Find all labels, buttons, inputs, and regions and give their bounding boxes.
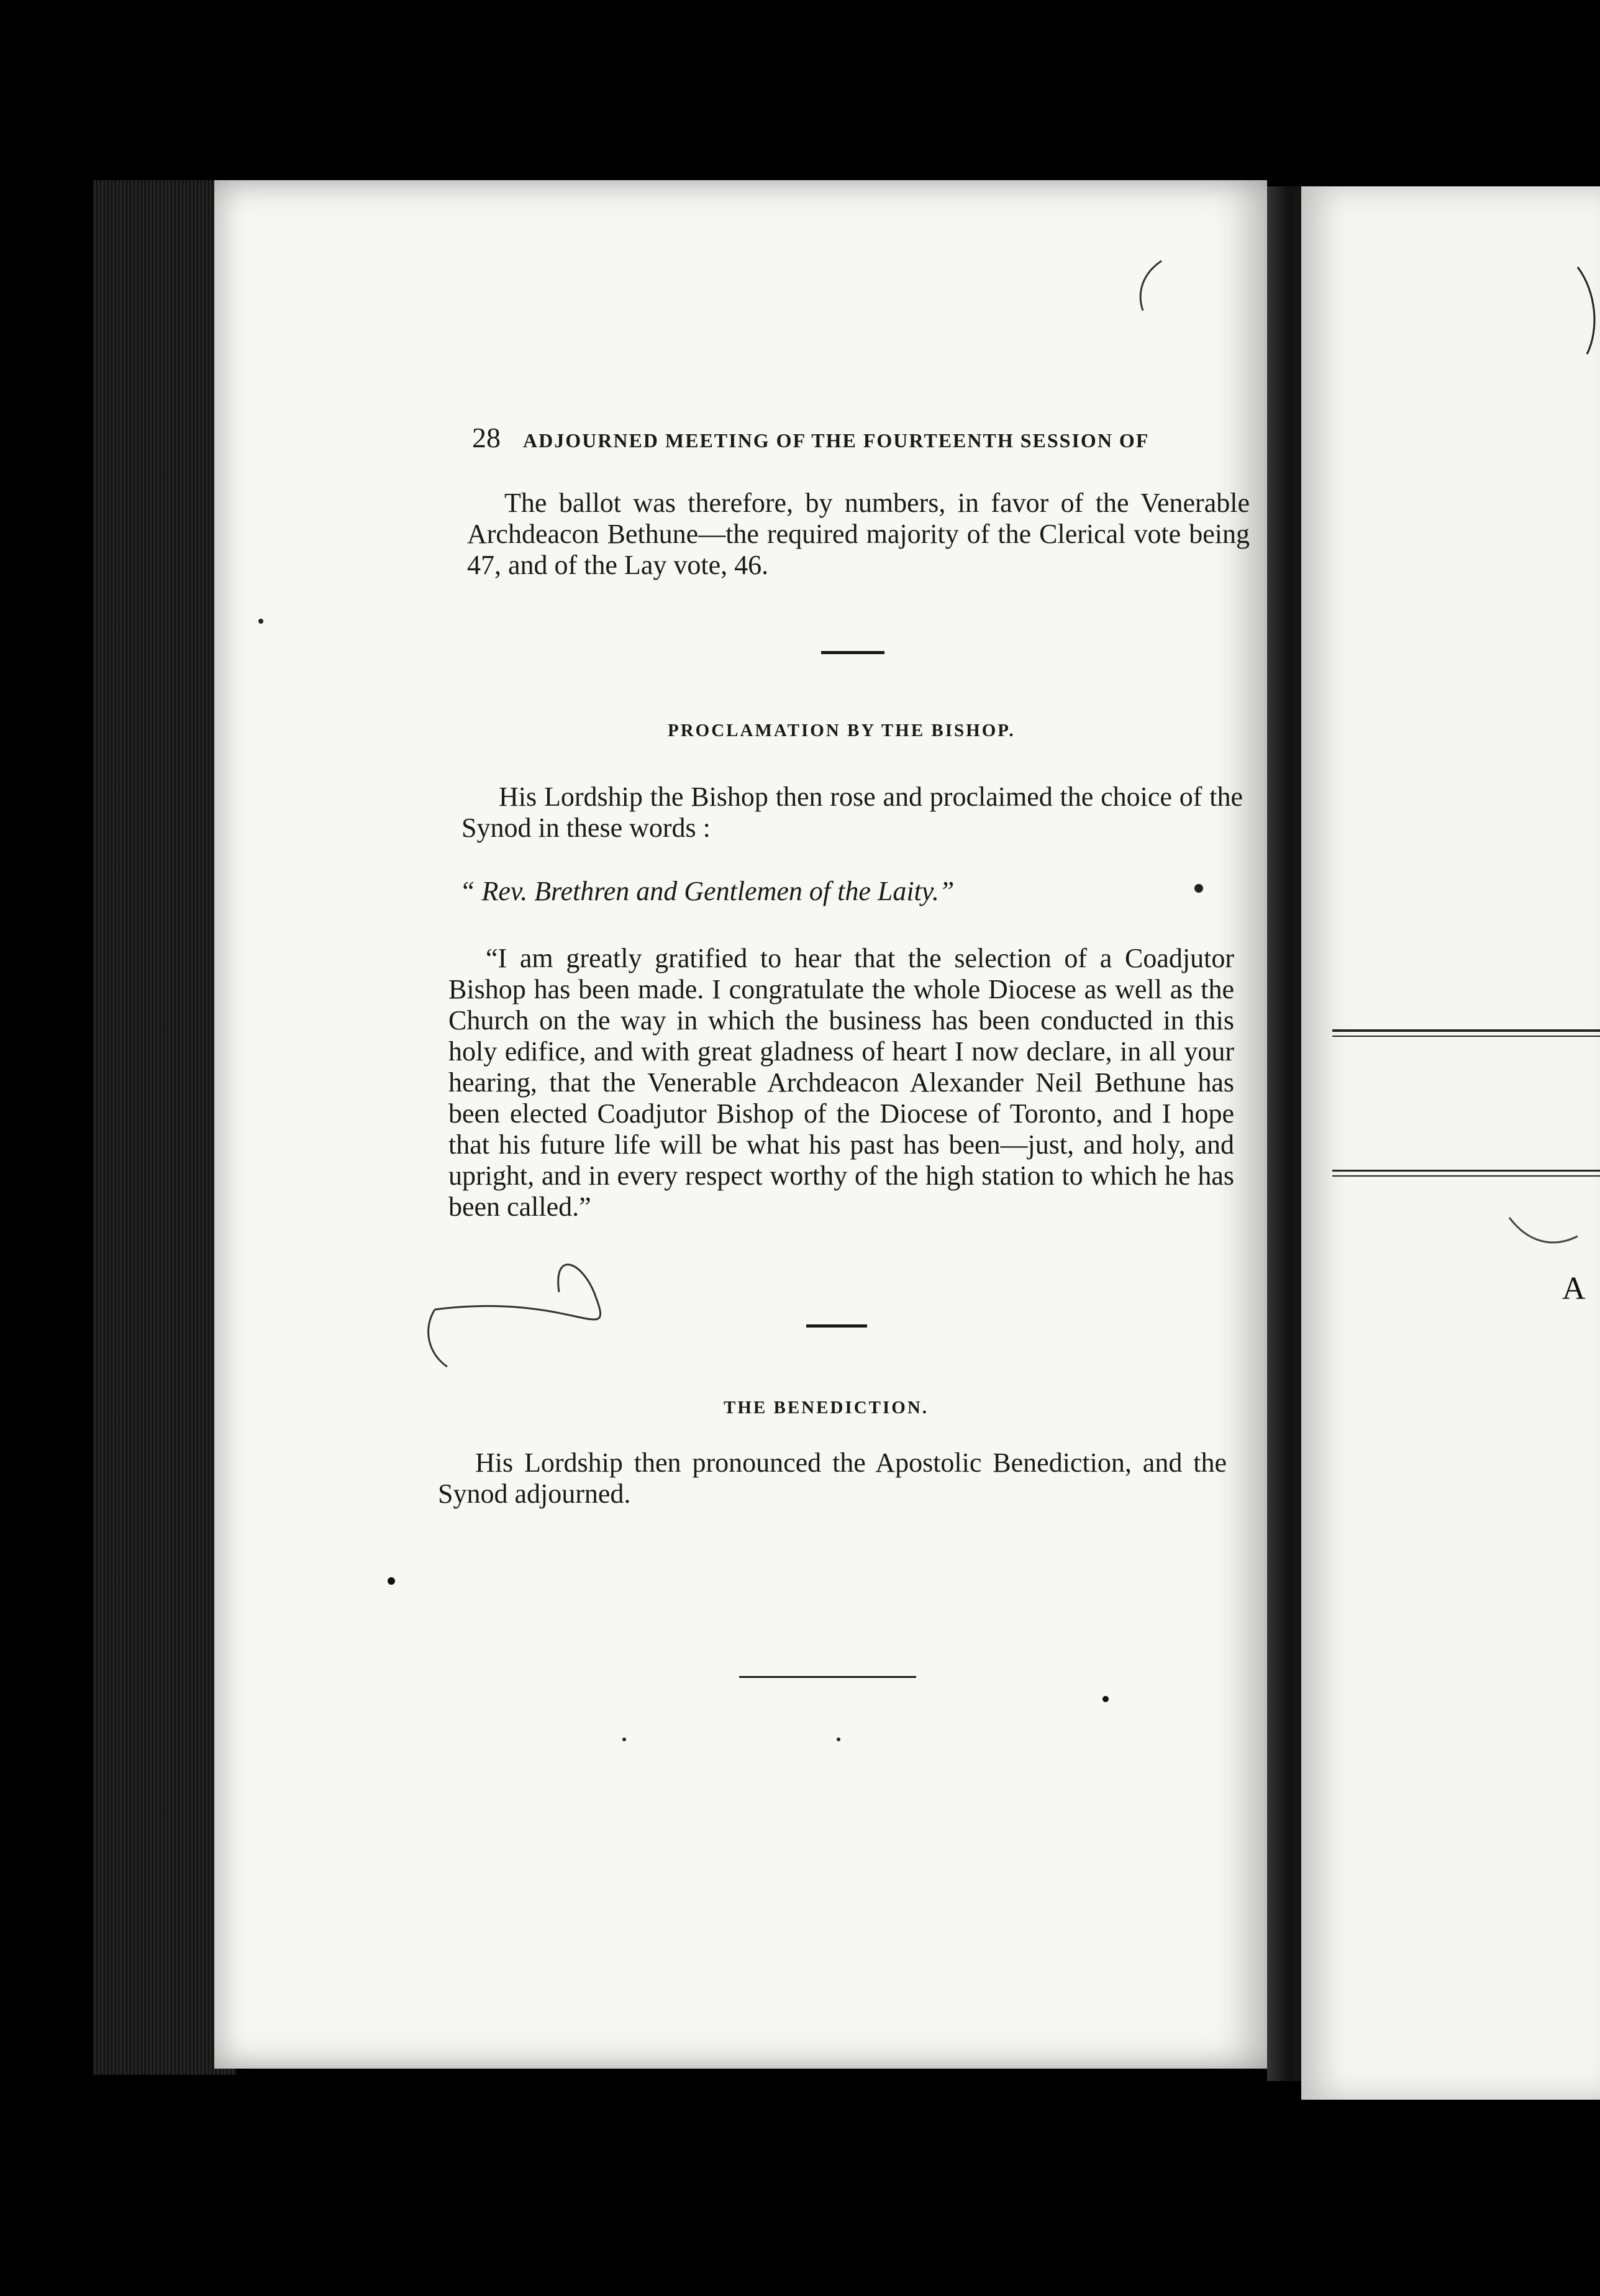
- ballot-paragraph: [467, 488, 1250, 581]
- running-head: ADJOURNED MEETING OF THE FOURTEENTH SESSION OF: [523, 429, 1150, 452]
- benediction-paragraph: [438, 1447, 1227, 1510]
- benediction-heading: THE BENEDICTION.: [724, 1398, 929, 1418]
- section-divider: [821, 651, 884, 654]
- ballot-paragraph-text: The ballot was therefore, by numbers, in favor of the Venerable Archdeacon Bethune—the required majority of the Clerical vote being 47, and of the Lay vote, 46.: [467, 488, 1250, 580]
- page-header: [472, 421, 1242, 454]
- proclamation-quote-text: “I am greatly gratified to hear that the selection of a Coadjutor Bishop has been made. I congratulate the whole Diocese as well as the Church on the way in which the business has been conducted in this holy edifice, and with great gladness of heart I now declare, in all your hearing, that the Venerable Archdeacon Alexander Neil Bethune has been elected Coadjutor Bishop of the Diocese of Toronto, and I hope that his future life will be what his past has been—just, and holy, and upright, and in every respect worthy of the high station to which he has been called.”: [448, 943, 1234, 1222]
- facing-page-double-rule: [1332, 1170, 1600, 1177]
- lordship-paragraph: [461, 781, 1243, 844]
- facing-page: [1301, 186, 1600, 2100]
- proclamation-heading: PROCLAMATION BY THE BISHOP.: [668, 721, 1016, 740]
- proclamation-quote: [448, 943, 1234, 1223]
- facing-page-double-rule: [1332, 1029, 1600, 1037]
- benediction-paragraph-text: His Lordship then pronounced the Apostolic Benediction, and the Synod adjourned.: [438, 1447, 1227, 1509]
- page-number: 28: [472, 422, 501, 453]
- end-rule: [739, 1676, 916, 1678]
- section-divider: [806, 1324, 867, 1328]
- lordship-paragraph-text: His Lordship the Bishop then rose and proclaimed the choice of the Synod in these words :: [461, 781, 1243, 843]
- facing-page-letter: A: [1562, 1271, 1586, 1306]
- address-line: “ Rev. Brethren and Gentlemen of the Laity.”: [460, 876, 955, 906]
